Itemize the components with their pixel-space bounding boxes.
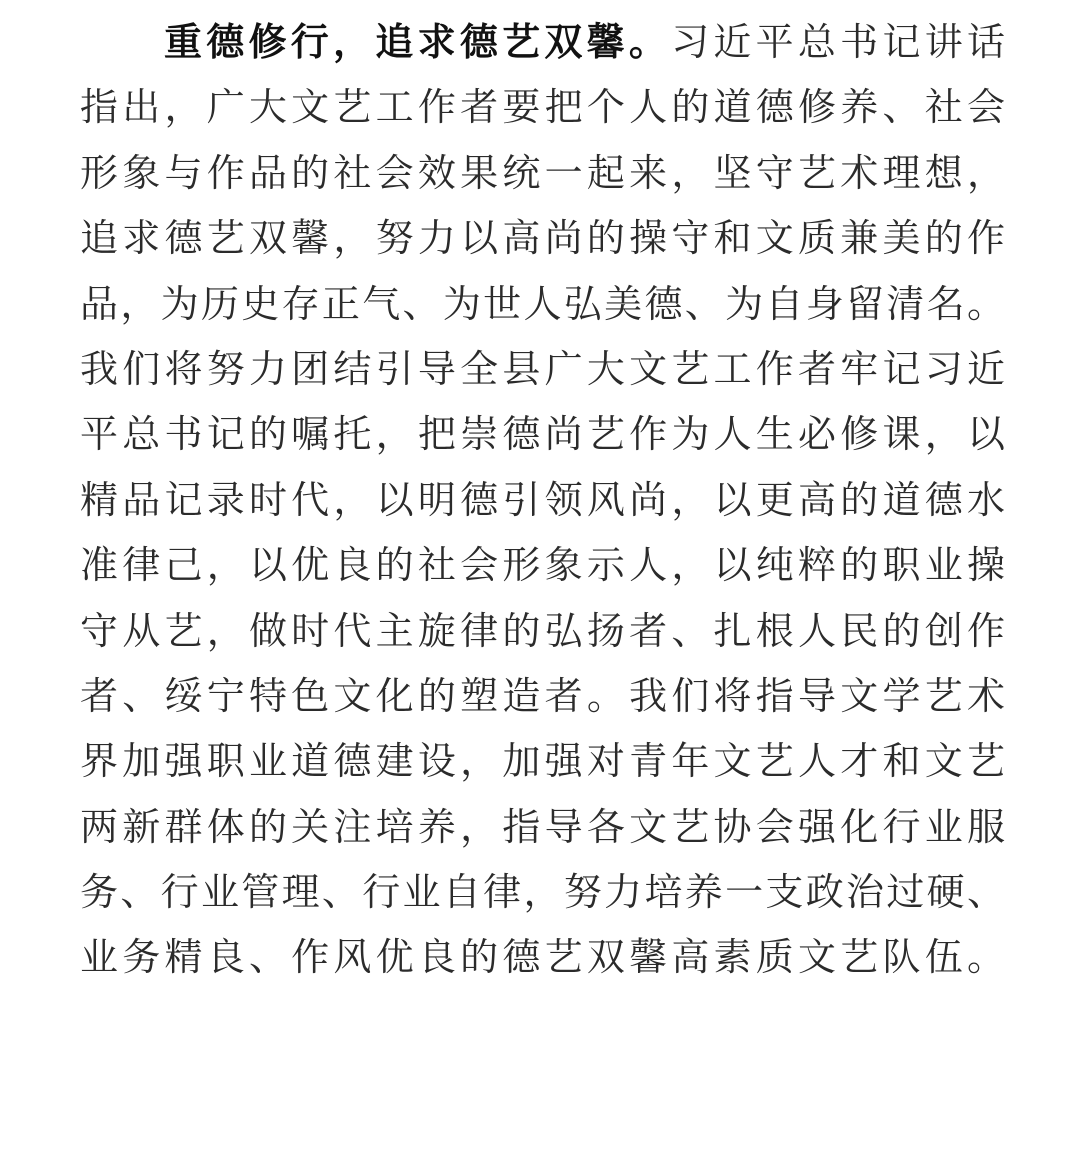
- paragraph-line-11: 者、绥宁特色文化的塑造者。我们将指导文学艺术: [80, 673, 1005, 718]
- paragraph-line-3: 形象与作品的社会效果统一起来，坚守艺术理想，: [80, 150, 1005, 195]
- paragraph-line-5: 品，为历史存正气、为世人弘美德、为自身留清名。: [80, 281, 1005, 326]
- paragraph-line-text: 习近平总书记讲话: [671, 20, 1005, 64]
- paragraph-line-14: 务、行业管理、行业自律，努力培养一支政治过硬、: [80, 870, 1005, 915]
- paragraph-line-2: 指出，广大文艺工作者要把个人的道德修养、社会: [80, 85, 1005, 130]
- paragraph-line-4: 追求德艺双馨，努力以高尚的操守和文质兼美的作: [80, 216, 1005, 261]
- paragraph-line-6: 我们将努力团结引导全县广大文艺工作者牢记习近: [80, 346, 1005, 391]
- paragraph-line-8: 精品记录时代，以明德引领风尚，以更高的道德水: [80, 477, 1005, 522]
- paragraph-heading: 重德修行，追求德艺双馨。: [164, 20, 672, 64]
- paragraph-line-13: 两新群体的关注培养，指导各文艺协会强化行业服: [80, 804, 1005, 849]
- paragraph: [80, 10, 1005, 991]
- paragraph-line-10: 守从艺，做时代主旋律的弘扬者、扎根人民的创作: [80, 608, 1005, 653]
- paragraph-line-1: [80, 10, 1005, 75]
- paragraph-line-9: 准律己，以优良的社会形象示人，以纯粹的职业操: [80, 543, 1005, 588]
- paragraph-line-12: 界加强职业道德建设，加强对青年文艺人才和文艺: [80, 739, 1005, 784]
- paragraph-line-15: 业务精良、作风优良的德艺双馨高素质文艺队伍。: [80, 935, 1005, 980]
- paragraph-line-7: 平总书记的嘱托，把崇德尚艺作为人生必修课，以: [80, 412, 1005, 457]
